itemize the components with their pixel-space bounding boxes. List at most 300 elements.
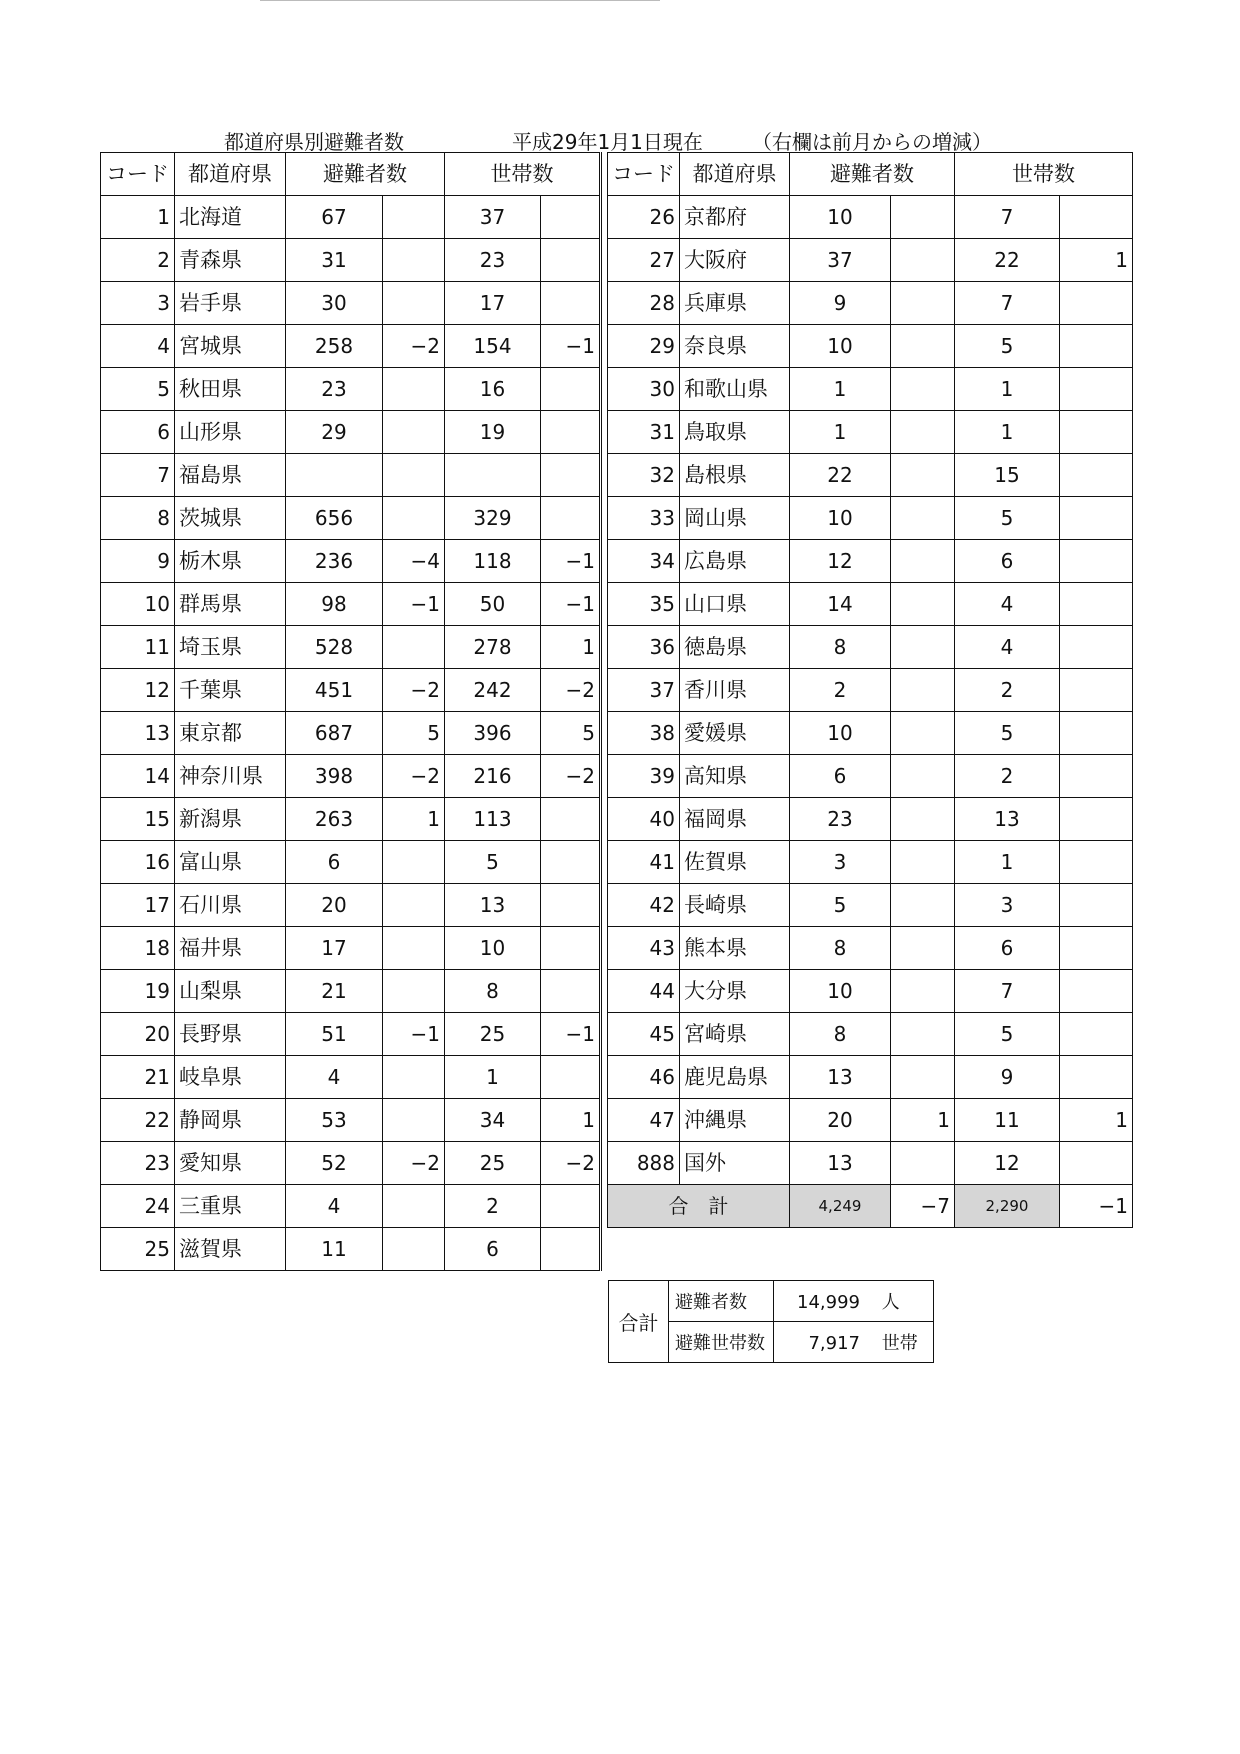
code-cell: 30 bbox=[608, 368, 680, 411]
households-change-cell bbox=[1060, 325, 1133, 368]
evacuees-change-cell bbox=[891, 755, 955, 798]
prefecture-cell: 高知県 bbox=[680, 755, 790, 798]
prefecture-cell: 熊本県 bbox=[680, 927, 790, 970]
evacuees-cell: 656 bbox=[286, 497, 383, 540]
prefecture-cell: 鳥取県 bbox=[680, 411, 790, 454]
table-row bbox=[101, 540, 601, 583]
code-cell: 31 bbox=[608, 411, 680, 454]
prefecture-cell: 長野県 bbox=[175, 1013, 286, 1056]
code-cell: 35 bbox=[608, 583, 680, 626]
households-change-cell bbox=[541, 1056, 601, 1099]
table-row bbox=[608, 669, 1133, 712]
evacuees-change-cell: −1 bbox=[383, 1013, 445, 1056]
households-cell: 242 bbox=[445, 669, 541, 712]
households-change-cell bbox=[1060, 368, 1133, 411]
households-cell: 5 bbox=[955, 712, 1060, 755]
evacuees-change-cell bbox=[891, 239, 955, 282]
evacuees-cell: 23 bbox=[286, 368, 383, 411]
prefecture-cell: 福岡県 bbox=[680, 798, 790, 841]
evacuees-cell: 53 bbox=[286, 1099, 383, 1142]
evacuees-cell: 4 bbox=[286, 1056, 383, 1099]
table-row bbox=[101, 970, 601, 1013]
evacuees-change-cell bbox=[383, 239, 445, 282]
households-cell: 37 bbox=[445, 196, 541, 239]
evacuees-cell: 11 bbox=[286, 1228, 383, 1271]
table-row bbox=[608, 841, 1133, 884]
households-change-cell bbox=[1060, 1013, 1133, 1056]
evacuees-cell: 5 bbox=[790, 884, 891, 927]
prefecture-cell: 岐阜県 bbox=[175, 1056, 286, 1099]
table-row bbox=[608, 970, 1133, 1013]
evacuees-cell: 23 bbox=[790, 798, 891, 841]
prefecture-cell: 東京都 bbox=[175, 712, 286, 755]
prefecture-cell: 新潟県 bbox=[175, 798, 286, 841]
evacuees-cell: 6 bbox=[790, 755, 891, 798]
code-cell: 34 bbox=[608, 540, 680, 583]
table-row bbox=[608, 368, 1133, 411]
households-cell: 6 bbox=[955, 927, 1060, 970]
evacuees-change-cell bbox=[891, 1142, 955, 1185]
header-households: 世帯数 bbox=[445, 153, 601, 196]
table-row bbox=[101, 325, 601, 368]
prefecture-cell: 山形県 bbox=[175, 411, 286, 454]
grand-total-label: 合計 bbox=[609, 1281, 669, 1363]
evacuees-cell: 17 bbox=[286, 927, 383, 970]
evacuees-change-cell bbox=[383, 454, 445, 497]
table-row bbox=[608, 798, 1133, 841]
evacuees-change-cell bbox=[891, 368, 955, 411]
households-cell: 17 bbox=[445, 282, 541, 325]
table-header-row bbox=[101, 153, 601, 196]
evacuees-cell: 9 bbox=[790, 282, 891, 325]
households-cell: 19 bbox=[445, 411, 541, 454]
households-cell: 25 bbox=[445, 1142, 541, 1185]
code-cell: 16 bbox=[101, 841, 175, 884]
title-note: （右欄は前月からの増減） bbox=[752, 130, 992, 154]
households-change-cell bbox=[1060, 798, 1133, 841]
table-row bbox=[608, 196, 1133, 239]
evacuees-total-value: 14,999 bbox=[797, 1292, 860, 1313]
table-row bbox=[608, 755, 1133, 798]
code-cell: 26 bbox=[608, 196, 680, 239]
households-change-cell bbox=[1060, 755, 1133, 798]
evacuees-cell: 8 bbox=[790, 626, 891, 669]
header-code: コード bbox=[101, 153, 175, 196]
households-cell: 396 bbox=[445, 712, 541, 755]
households-change-cell: −1 bbox=[541, 325, 601, 368]
evacuees-cell: 6 bbox=[286, 841, 383, 884]
evacuees-cell: 4 bbox=[286, 1185, 383, 1228]
evacuees-change-cell bbox=[891, 626, 955, 669]
households-change-cell bbox=[541, 841, 601, 884]
table-row bbox=[608, 1013, 1133, 1056]
households-change-cell bbox=[541, 798, 601, 841]
total-households-change: −1 bbox=[1060, 1185, 1133, 1228]
prefecture-cell: 栃木県 bbox=[175, 540, 286, 583]
table-row bbox=[101, 239, 601, 282]
evacuees-change-cell bbox=[383, 1185, 445, 1228]
table-row bbox=[101, 196, 601, 239]
code-cell: 9 bbox=[101, 540, 175, 583]
households-cell: 278 bbox=[445, 626, 541, 669]
evacuees-unit: 人 bbox=[881, 1292, 900, 1313]
evacuees-change-cell: −2 bbox=[383, 325, 445, 368]
total-label: 合 計 bbox=[608, 1185, 790, 1228]
evacuees-cell: 29 bbox=[286, 411, 383, 454]
households-change-cell: 1 bbox=[1060, 239, 1133, 282]
table-row bbox=[608, 239, 1133, 282]
code-cell: 39 bbox=[608, 755, 680, 798]
prefecture-cell: 国外 bbox=[680, 1142, 790, 1185]
evacuees-change-cell: −4 bbox=[383, 540, 445, 583]
prefecture-cell: 福井県 bbox=[175, 927, 286, 970]
table-row bbox=[101, 669, 601, 712]
table-row bbox=[608, 411, 1133, 454]
table-row bbox=[101, 798, 601, 841]
prefecture-cell: 滋賀県 bbox=[175, 1228, 286, 1271]
households-cell: 1 bbox=[955, 841, 1060, 884]
households-cell: 2 bbox=[445, 1185, 541, 1228]
table-row bbox=[101, 927, 601, 970]
total-households: 2,290 bbox=[955, 1185, 1060, 1228]
table-row bbox=[101, 368, 601, 411]
table-row bbox=[101, 1099, 601, 1142]
households-cell: 10 bbox=[445, 927, 541, 970]
households-change-cell bbox=[1060, 282, 1133, 325]
evacuees-cell: 8 bbox=[790, 1013, 891, 1056]
households-change-cell: −1 bbox=[541, 1013, 601, 1056]
evacuees-change-cell bbox=[383, 626, 445, 669]
households-change-cell bbox=[1060, 927, 1133, 970]
table-row bbox=[101, 282, 601, 325]
prefecture-cell: 千葉県 bbox=[175, 669, 286, 712]
table-row bbox=[608, 454, 1133, 497]
table-row bbox=[101, 626, 601, 669]
code-cell: 46 bbox=[608, 1056, 680, 1099]
evacuees-cell: 8 bbox=[790, 927, 891, 970]
households-cell: 3 bbox=[955, 884, 1060, 927]
evacuees-cell: 20 bbox=[790, 1099, 891, 1142]
table-row bbox=[608, 497, 1133, 540]
table-header-row bbox=[608, 153, 1133, 196]
households-cell: 12 bbox=[955, 1142, 1060, 1185]
right-prefecture-table bbox=[607, 152, 1133, 1228]
prefecture-cell: 山口県 bbox=[680, 583, 790, 626]
code-cell: 27 bbox=[608, 239, 680, 282]
code-cell: 36 bbox=[608, 626, 680, 669]
prefecture-cell: 長崎県 bbox=[680, 884, 790, 927]
evacuees-change-cell bbox=[891, 712, 955, 755]
code-cell: 42 bbox=[608, 884, 680, 927]
prefecture-cell: 茨城県 bbox=[175, 497, 286, 540]
document-title: 都道府県別避難者数 bbox=[224, 130, 404, 154]
code-cell: 29 bbox=[608, 325, 680, 368]
evacuees-cell: 21 bbox=[286, 970, 383, 1013]
code-cell: 41 bbox=[608, 841, 680, 884]
prefecture-cell: 和歌山県 bbox=[680, 368, 790, 411]
code-cell: 5 bbox=[101, 368, 175, 411]
evacuees-cell: 14 bbox=[790, 583, 891, 626]
evacuees-cell: 37 bbox=[790, 239, 891, 282]
code-cell: 10 bbox=[101, 583, 175, 626]
code-cell: 13 bbox=[101, 712, 175, 755]
evacuees-cell: 67 bbox=[286, 196, 383, 239]
prefecture-cell: 北海道 bbox=[175, 196, 286, 239]
code-cell: 17 bbox=[101, 884, 175, 927]
code-cell: 45 bbox=[608, 1013, 680, 1056]
table-row bbox=[608, 282, 1133, 325]
households-change-cell bbox=[1060, 583, 1133, 626]
households-cell: 13 bbox=[445, 884, 541, 927]
evacuees-cell: 13 bbox=[790, 1142, 891, 1185]
households-cell: 1 bbox=[955, 411, 1060, 454]
code-cell: 40 bbox=[608, 798, 680, 841]
prefecture-cell: 奈良県 bbox=[680, 325, 790, 368]
households-cell: 6 bbox=[955, 540, 1060, 583]
code-cell: 32 bbox=[608, 454, 680, 497]
evacuees-change-cell bbox=[891, 669, 955, 712]
code-cell: 28 bbox=[608, 282, 680, 325]
households-cell: 25 bbox=[445, 1013, 541, 1056]
prefecture-cell: 岩手県 bbox=[175, 282, 286, 325]
evacuees-change-cell bbox=[383, 927, 445, 970]
table-row bbox=[608, 1142, 1133, 1185]
code-cell: 18 bbox=[101, 927, 175, 970]
code-cell: 22 bbox=[101, 1099, 175, 1142]
table-row bbox=[608, 884, 1133, 927]
code-cell: 38 bbox=[608, 712, 680, 755]
evacuees-cell: 451 bbox=[286, 669, 383, 712]
households-change-cell bbox=[1060, 1142, 1133, 1185]
evacuees-cell: 10 bbox=[790, 712, 891, 755]
households-cell: 50 bbox=[445, 583, 541, 626]
table-row bbox=[101, 583, 601, 626]
header-households: 世帯数 bbox=[955, 153, 1133, 196]
households-change-cell bbox=[541, 497, 601, 540]
households-cell: 1 bbox=[445, 1056, 541, 1099]
households-cell: 1 bbox=[955, 368, 1060, 411]
prefecture-cell: 静岡県 bbox=[175, 1099, 286, 1142]
evacuees-change-cell bbox=[891, 497, 955, 540]
prefecture-cell: 京都府 bbox=[680, 196, 790, 239]
households-cell: 5 bbox=[955, 325, 1060, 368]
table-row bbox=[101, 884, 601, 927]
evacuees-cell: 10 bbox=[790, 970, 891, 1013]
households-cell: 34 bbox=[445, 1099, 541, 1142]
prefecture-cell: 群馬県 bbox=[175, 583, 286, 626]
table-row bbox=[101, 1013, 601, 1056]
households-change-cell bbox=[1060, 196, 1133, 239]
households-change-cell: −2 bbox=[541, 755, 601, 798]
households-cell: 113 bbox=[445, 798, 541, 841]
evacuees-cell bbox=[286, 454, 383, 497]
households-cell: 7 bbox=[955, 282, 1060, 325]
table-row bbox=[101, 1056, 601, 1099]
households-label: 避難世帯数 bbox=[669, 1322, 774, 1363]
prefecture-cell: 広島県 bbox=[680, 540, 790, 583]
header-code: コード bbox=[608, 153, 680, 196]
evacuees-label: 避難者数 bbox=[669, 1281, 774, 1322]
evacuees-cell: 1 bbox=[790, 411, 891, 454]
table-row bbox=[608, 927, 1133, 970]
table-row bbox=[608, 1056, 1133, 1099]
households-change-cell bbox=[541, 411, 601, 454]
households-total-cell bbox=[774, 1322, 934, 1363]
table-row bbox=[608, 1099, 1133, 1142]
prefecture-cell: 愛媛県 bbox=[680, 712, 790, 755]
code-cell: 24 bbox=[101, 1185, 175, 1228]
evacuees-change-cell bbox=[383, 368, 445, 411]
code-cell: 33 bbox=[608, 497, 680, 540]
table-row bbox=[608, 626, 1133, 669]
prefecture-cell: 石川県 bbox=[175, 884, 286, 927]
evacuees-change-cell bbox=[891, 884, 955, 927]
as-of-date: 平成29年1月1日現在 bbox=[512, 130, 703, 154]
evacuees-change-cell: 5 bbox=[383, 712, 445, 755]
evacuees-change-cell bbox=[891, 411, 955, 454]
evacuees-cell: 10 bbox=[790, 196, 891, 239]
households-change-cell: 1 bbox=[541, 1099, 601, 1142]
code-cell: 6 bbox=[101, 411, 175, 454]
evacuees-change-cell bbox=[383, 411, 445, 454]
header-prefecture: 都道府県 bbox=[175, 153, 286, 196]
prefecture-cell: 三重県 bbox=[175, 1185, 286, 1228]
households-cell: 9 bbox=[955, 1056, 1060, 1099]
evacuees-change-cell bbox=[891, 970, 955, 1013]
evacuees-cell: 263 bbox=[286, 798, 383, 841]
header-prefecture: 都道府県 bbox=[680, 153, 790, 196]
households-change-cell: −2 bbox=[541, 1142, 601, 1185]
table-row bbox=[101, 1228, 601, 1271]
households-change-cell bbox=[1060, 454, 1133, 497]
table-row bbox=[101, 1142, 601, 1185]
households-change-cell bbox=[1060, 411, 1133, 454]
code-cell: 4 bbox=[101, 325, 175, 368]
prefecture-cell: 沖縄県 bbox=[680, 1099, 790, 1142]
households-cell: 216 bbox=[445, 755, 541, 798]
prefecture-cell: 大分県 bbox=[680, 970, 790, 1013]
households-total-value: 7,917 bbox=[808, 1333, 860, 1354]
evacuees-cell: 3 bbox=[790, 841, 891, 884]
code-cell: 1 bbox=[101, 196, 175, 239]
evacuees-change-cell bbox=[383, 1228, 445, 1271]
evacuees-change-cell bbox=[891, 583, 955, 626]
prefecture-cell: 宮崎県 bbox=[680, 1013, 790, 1056]
households-change-cell bbox=[541, 196, 601, 239]
households-cell: 2 bbox=[955, 669, 1060, 712]
prefecture-cell: 島根県 bbox=[680, 454, 790, 497]
households-cell: 5 bbox=[955, 1013, 1060, 1056]
code-cell: 25 bbox=[101, 1228, 175, 1271]
evacuees-change-cell bbox=[383, 1099, 445, 1142]
evacuees-cell: 2 bbox=[790, 669, 891, 712]
prefecture-cell: 宮城県 bbox=[175, 325, 286, 368]
households-cell bbox=[445, 454, 541, 497]
households-change-cell: −2 bbox=[541, 669, 601, 712]
prefecture-cell: 埼玉県 bbox=[175, 626, 286, 669]
code-cell: 888 bbox=[608, 1142, 680, 1185]
households-change-cell: 1 bbox=[541, 626, 601, 669]
evacuees-change-cell bbox=[891, 798, 955, 841]
evacuees-cell: 1 bbox=[790, 368, 891, 411]
households-cell: 6 bbox=[445, 1228, 541, 1271]
evacuees-change-cell bbox=[891, 325, 955, 368]
evacuees-change-cell bbox=[891, 1013, 955, 1056]
households-cell: 5 bbox=[955, 497, 1060, 540]
households-change-cell bbox=[1060, 712, 1133, 755]
table-row bbox=[101, 712, 601, 755]
evacuees-cell: 20 bbox=[286, 884, 383, 927]
prefecture-cell: 青森県 bbox=[175, 239, 286, 282]
prefecture-cell: 岡山県 bbox=[680, 497, 790, 540]
households-change-cell bbox=[1060, 626, 1133, 669]
households-change-cell bbox=[1060, 884, 1133, 927]
code-cell: 44 bbox=[608, 970, 680, 1013]
evacuees-change-cell bbox=[383, 970, 445, 1013]
households-change-cell: 5 bbox=[541, 712, 601, 755]
code-cell: 43 bbox=[608, 927, 680, 970]
evacuees-change-cell bbox=[383, 282, 445, 325]
households-cell: 15 bbox=[955, 454, 1060, 497]
code-cell: 12 bbox=[101, 669, 175, 712]
header-evacuees: 避難者数 bbox=[790, 153, 955, 196]
prefecture-cell: 神奈川県 bbox=[175, 755, 286, 798]
households-cell: 329 bbox=[445, 497, 541, 540]
evacuees-change-cell: −1 bbox=[383, 583, 445, 626]
households-change-cell bbox=[1060, 497, 1133, 540]
prefecture-cell: 山梨県 bbox=[175, 970, 286, 1013]
evacuees-change-cell bbox=[383, 497, 445, 540]
total-evacuees-change: −7 bbox=[891, 1185, 955, 1228]
households-cell: 22 bbox=[955, 239, 1060, 282]
households-change-cell bbox=[541, 1228, 601, 1271]
evacuees-cell: 236 bbox=[286, 540, 383, 583]
prefecture-cell: 香川県 bbox=[680, 669, 790, 712]
evacuees-change-cell: 1 bbox=[383, 798, 445, 841]
households-change-cell bbox=[1060, 970, 1133, 1013]
code-cell: 7 bbox=[101, 454, 175, 497]
evacuees-change-cell: −2 bbox=[383, 669, 445, 712]
prefecture-cell: 福島県 bbox=[175, 454, 286, 497]
evacuees-change-cell bbox=[383, 196, 445, 239]
households-cell: 2 bbox=[955, 755, 1060, 798]
households-cell: 7 bbox=[955, 196, 1060, 239]
households-cell: 154 bbox=[445, 325, 541, 368]
evacuees-cell: 12 bbox=[790, 540, 891, 583]
evacuees-cell: 13 bbox=[790, 1056, 891, 1099]
households-cell: 16 bbox=[445, 368, 541, 411]
code-cell: 19 bbox=[101, 970, 175, 1013]
households-cell: 4 bbox=[955, 626, 1060, 669]
code-cell: 3 bbox=[101, 282, 175, 325]
households-cell: 13 bbox=[955, 798, 1060, 841]
evacuees-cell: 22 bbox=[790, 454, 891, 497]
evacuees-cell: 258 bbox=[286, 325, 383, 368]
table-row bbox=[608, 540, 1133, 583]
evacuees-change-cell bbox=[891, 454, 955, 497]
code-cell: 11 bbox=[101, 626, 175, 669]
households-cell: 23 bbox=[445, 239, 541, 282]
households-cell: 118 bbox=[445, 540, 541, 583]
table-row bbox=[608, 583, 1133, 626]
table-row bbox=[101, 755, 601, 798]
households-cell: 4 bbox=[955, 583, 1060, 626]
table-row bbox=[101, 841, 601, 884]
prefecture-cell: 愛知県 bbox=[175, 1142, 286, 1185]
code-cell: 20 bbox=[101, 1013, 175, 1056]
evacuees-change-cell bbox=[891, 841, 955, 884]
households-change-cell bbox=[541, 239, 601, 282]
